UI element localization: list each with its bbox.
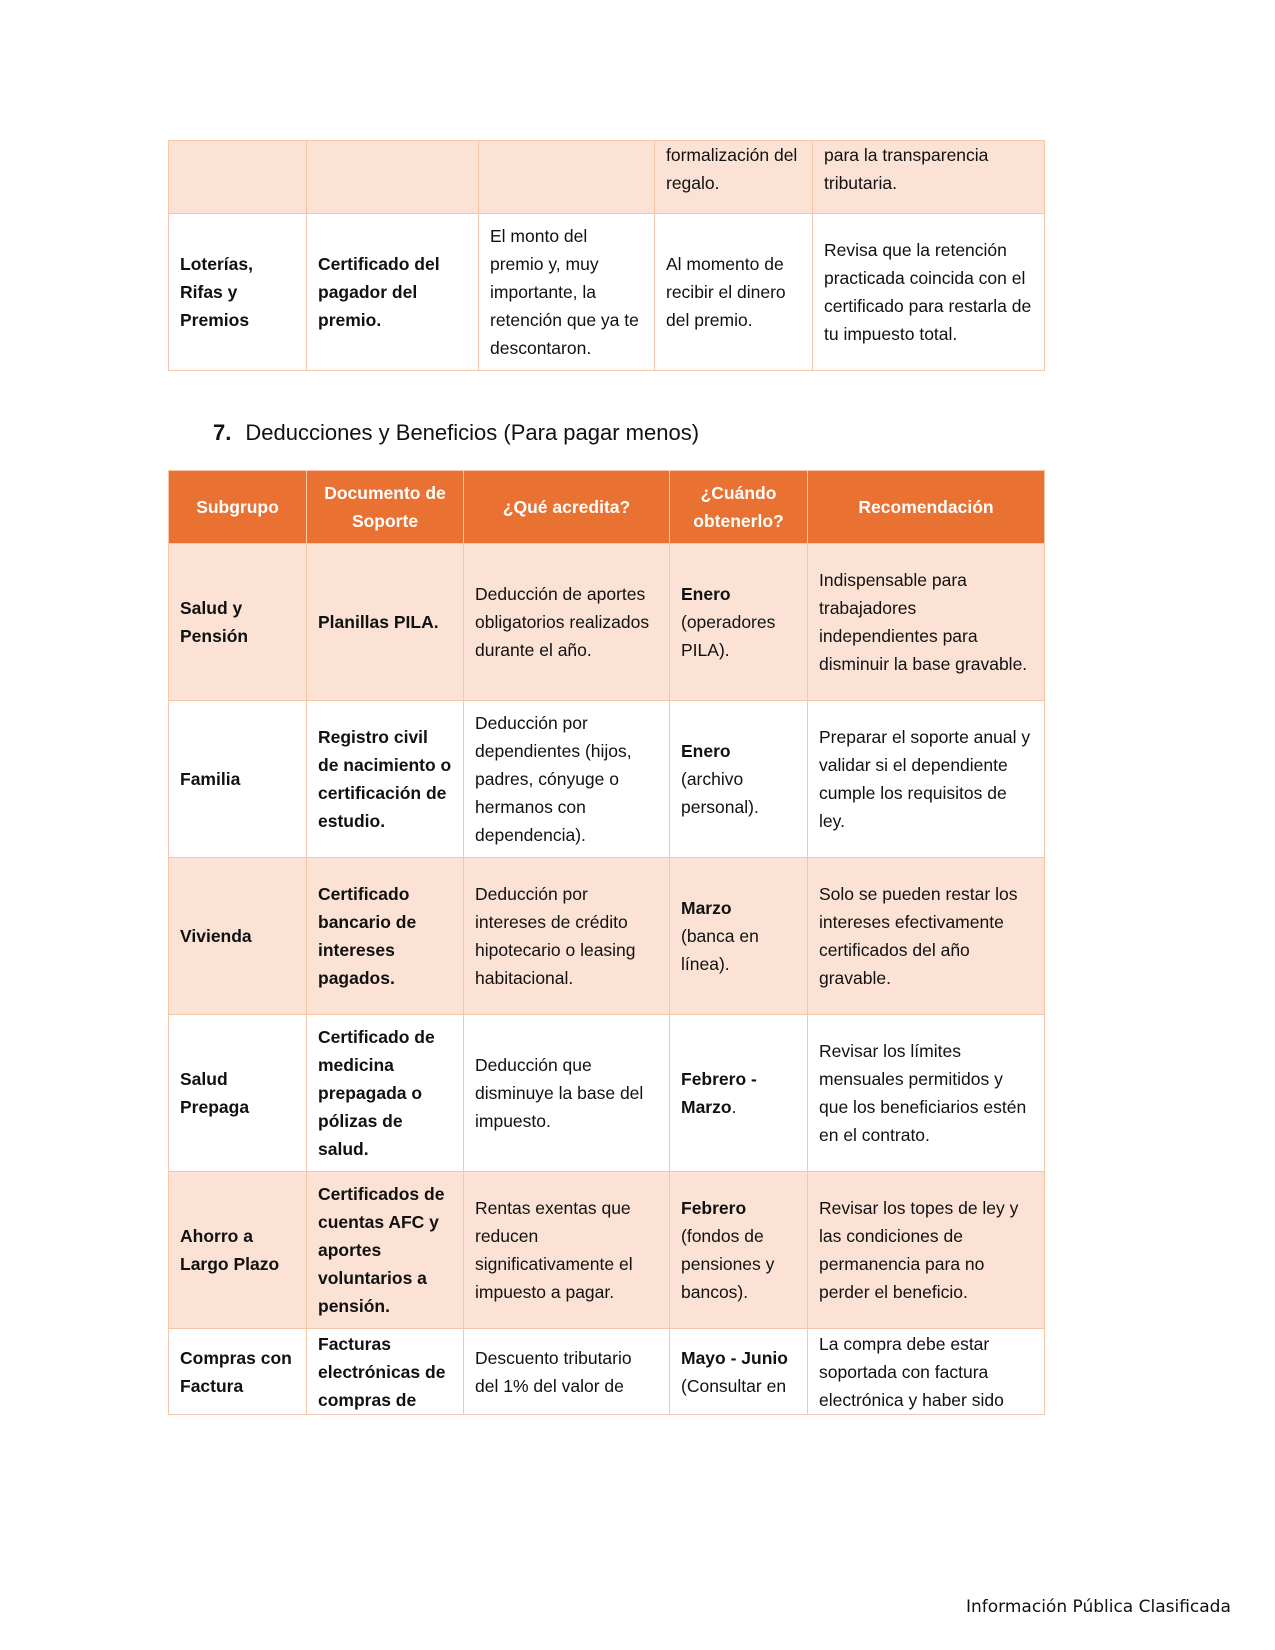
cuando-month: Mayo - Junio xyxy=(681,1347,788,1368)
cuando-detail: . xyxy=(731,1097,737,1117)
cell-subgrupo: Salud y Pensión xyxy=(169,544,307,701)
cell-cuando xyxy=(670,701,808,858)
cell-acredita: Deducción por dependientes (hijos, padres, cónyuge o hermanos con dependencia). xyxy=(464,701,670,858)
table-row xyxy=(169,214,1045,371)
cell-subgrupo xyxy=(169,141,307,214)
table-row xyxy=(169,544,1045,701)
table-row xyxy=(169,1329,1045,1415)
cell-recomendacion: Preparar el soporte anual y validar si el dependiente cumple los requisitos de ley. xyxy=(808,701,1045,858)
header-subgrupo: Subgrupo xyxy=(169,471,307,544)
cuando-detail: (archivo personal). xyxy=(681,769,759,817)
cell-acredita: Deducción que disminuye la base del impuesto. xyxy=(464,1015,670,1172)
cell-acredita: Rentas exentas que reducen significativamente el impuesto a pagar. xyxy=(464,1172,670,1329)
cell-recomendacion: para la transparencia tributaria. xyxy=(813,141,1045,214)
cell-subgrupo: Loterías, Rifas y Premios xyxy=(169,214,307,371)
header-recomendacion: Recomendación xyxy=(808,471,1045,544)
cell-cuando: formalización del regalo. xyxy=(655,141,813,214)
cell-subgrupo: Compras con Factura xyxy=(169,1329,307,1415)
table-row xyxy=(169,141,1045,214)
cell-subgrupo: Familia xyxy=(169,701,307,858)
cell-recomendacion: Revisar los límites mensuales permitidos y que los beneficiarios estén en el contrato. xyxy=(808,1015,1045,1172)
cell-recomendacion: Solo se pueden restar los intereses efectivamente certificados del año gravable. xyxy=(808,858,1045,1015)
section-title: Deducciones y Beneficios (Para pagar menos) xyxy=(245,420,700,445)
cell-cuando xyxy=(670,1015,808,1172)
cell-cuando: Al momento de recibir el dinero del premio. xyxy=(655,214,813,371)
cell-documento: Facturas electrónicas de compras de xyxy=(307,1329,464,1415)
cell-documento: Planillas PILA. xyxy=(307,544,464,701)
section-number: 7. xyxy=(213,420,232,445)
header-acredita: ¿Qué acredita? xyxy=(464,471,670,544)
header-cuando: ¿Cuándo obtenerlo? xyxy=(670,471,808,544)
cell-recomendacion: Revisa que la retención practicada coincida con el certificado para restarla de tu impuesto total. xyxy=(813,214,1045,371)
cell-recomendacion: Revisar los topes de ley y las condiciones de permanencia para no perder el beneficio. xyxy=(808,1172,1045,1329)
table-header-row xyxy=(169,471,1045,544)
cell-acredita: Deducción de aportes obligatorios realizados durante el año. xyxy=(464,544,670,701)
cell-documento: Certificado del pagador del premio. xyxy=(307,214,479,371)
table-row xyxy=(169,1172,1045,1329)
cell-recomendacion: La compra debe estar soportada con factura electrónica y haber sido xyxy=(808,1329,1045,1415)
cell-acredita: Descuento tributario del 1% del valor de xyxy=(464,1329,670,1415)
cell-subgrupo: Ahorro a Largo Plazo xyxy=(169,1172,307,1329)
cell-recomendacion: Indispensable para trabajadores independientes para disminuir la base gravable. xyxy=(808,544,1045,701)
table-row xyxy=(169,858,1045,1015)
cuando-month: Febrero xyxy=(681,1198,747,1218)
cuando-month: Enero xyxy=(681,741,731,761)
cuando-detail: (banca en línea). xyxy=(681,926,759,974)
deductions-table xyxy=(168,470,1045,1415)
cell-documento: Certificado bancario de intereses pagados. xyxy=(307,858,464,1015)
cell-acredita xyxy=(479,141,655,214)
cuando-month: Febrero - Marzo xyxy=(681,1069,757,1117)
section-heading xyxy=(213,420,699,446)
table-row xyxy=(169,701,1045,858)
previous-table-continuation xyxy=(168,140,1045,371)
table-row xyxy=(169,1015,1045,1172)
classification-footer: Información Pública Clasificada xyxy=(966,1597,1231,1617)
cell-documento: Certificados de cuentas AFC y aportes voluntarios a pensión. xyxy=(307,1172,464,1329)
cell-cuando xyxy=(670,544,808,701)
cell-cuando xyxy=(670,1329,808,1415)
header-documento: Documento de Soporte xyxy=(307,471,464,544)
cell-subgrupo: Salud Prepaga xyxy=(169,1015,307,1172)
cell-subgrupo: Vivienda xyxy=(169,858,307,1015)
cell-documento: Certificado de medicina prepagada o pólizas de salud. xyxy=(307,1015,464,1172)
cuando-detail: (operadores PILA). xyxy=(681,612,776,660)
cuando-detail: (Consultar en xyxy=(681,1375,787,1396)
cuando-month: Enero xyxy=(681,584,731,604)
cell-cuando xyxy=(670,858,808,1015)
cell-documento: Registro civil de nacimiento o certificación de estudio. xyxy=(307,701,464,858)
cell-cuando xyxy=(670,1172,808,1329)
cell-acredita: El monto del premio y, muy importante, la retención que ya te descontaron. xyxy=(479,214,655,371)
cell-documento xyxy=(307,141,479,214)
cell-acredita: Deducción por intereses de crédito hipotecario o leasing habitacional. xyxy=(464,858,670,1015)
cuando-month: Marzo xyxy=(681,898,732,918)
cuando-detail: (fondos de pensiones y bancos). xyxy=(681,1226,775,1302)
